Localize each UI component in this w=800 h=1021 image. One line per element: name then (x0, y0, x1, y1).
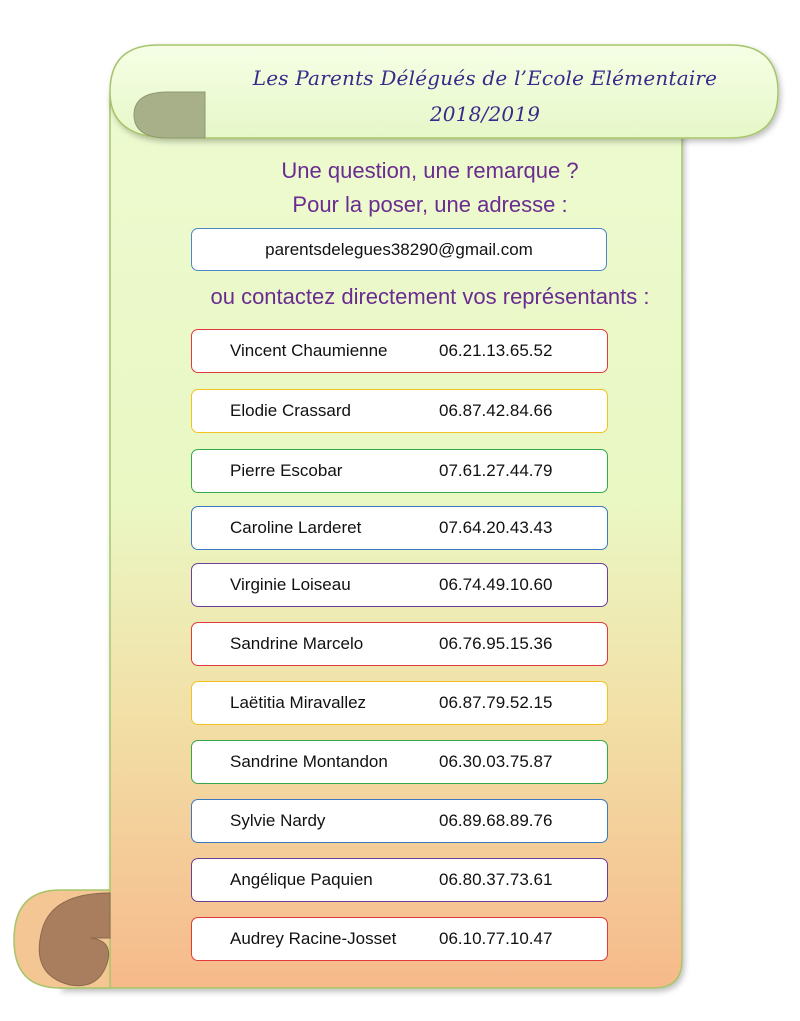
contact-phone: 06.30.03.75.87 (439, 752, 553, 771)
contact-name: Sylvie Nardy (230, 811, 326, 830)
contact-row[interactable] (191, 917, 608, 961)
scroll-top-curl (134, 92, 205, 138)
contact-row[interactable] (191, 506, 608, 550)
contact-phone: 06.74.49.10.60 (439, 575, 553, 594)
page-title: Les Parents Délégués de l’Ecole Elémentaire (252, 66, 718, 90)
contact-row[interactable] (191, 389, 608, 433)
contact-name: Virginie Loiseau (230, 575, 351, 594)
contact-row[interactable] (191, 622, 608, 666)
contact-phone: 06.76.95.15.36 (439, 634, 553, 653)
contact-phone: 07.61.27.44.79 (439, 461, 553, 480)
email-box[interactable] (191, 228, 607, 271)
contact-phone: 06.21.13.65.52 (439, 341, 553, 360)
contact-name: Pierre Escobar (230, 461, 343, 480)
contact-row[interactable] (191, 449, 608, 493)
contact-name: Caroline Larderet (230, 518, 362, 537)
contact-name: Angélique Paquien (230, 870, 373, 889)
contact-name: Sandrine Marcelo (230, 634, 364, 653)
contact-row[interactable] (191, 858, 608, 902)
contact-row[interactable] (191, 799, 608, 843)
question-text: Une question, une remarque ? (281, 158, 579, 183)
contact-phone: 07.64.20.43.43 (439, 518, 553, 537)
contact-phone: 06.87.79.52.15 (439, 693, 553, 712)
contact-row[interactable] (191, 681, 608, 725)
contact-name: Audrey Racine-Josset (230, 929, 397, 948)
contacts-heading: ou contactez directement vos représentants : (210, 284, 650, 309)
email-address: parentsdelegues38290@gmail.com (265, 239, 533, 259)
contact-name: Elodie Crassard (230, 401, 351, 420)
contact-phone: 06.89.68.89.76 (439, 811, 553, 830)
contact-name: Laëtitia Miravallez (230, 693, 367, 712)
contact-name: Vincent Chaumienne (230, 341, 388, 360)
contact-row[interactable] (191, 563, 608, 607)
school-year: 2018/2019 (429, 102, 541, 126)
contact-name: Sandrine Montandon (230, 752, 388, 771)
contact-row[interactable] (191, 329, 608, 373)
ask-text: Pour la poser, une adresse : (292, 192, 568, 217)
contact-phone: 06.10.77.10.47 (439, 929, 553, 948)
contact-phone: 06.87.42.84.66 (439, 401, 553, 420)
contact-row[interactable] (191, 740, 608, 784)
contact-phone: 06.80.37.73.61 (439, 870, 553, 889)
